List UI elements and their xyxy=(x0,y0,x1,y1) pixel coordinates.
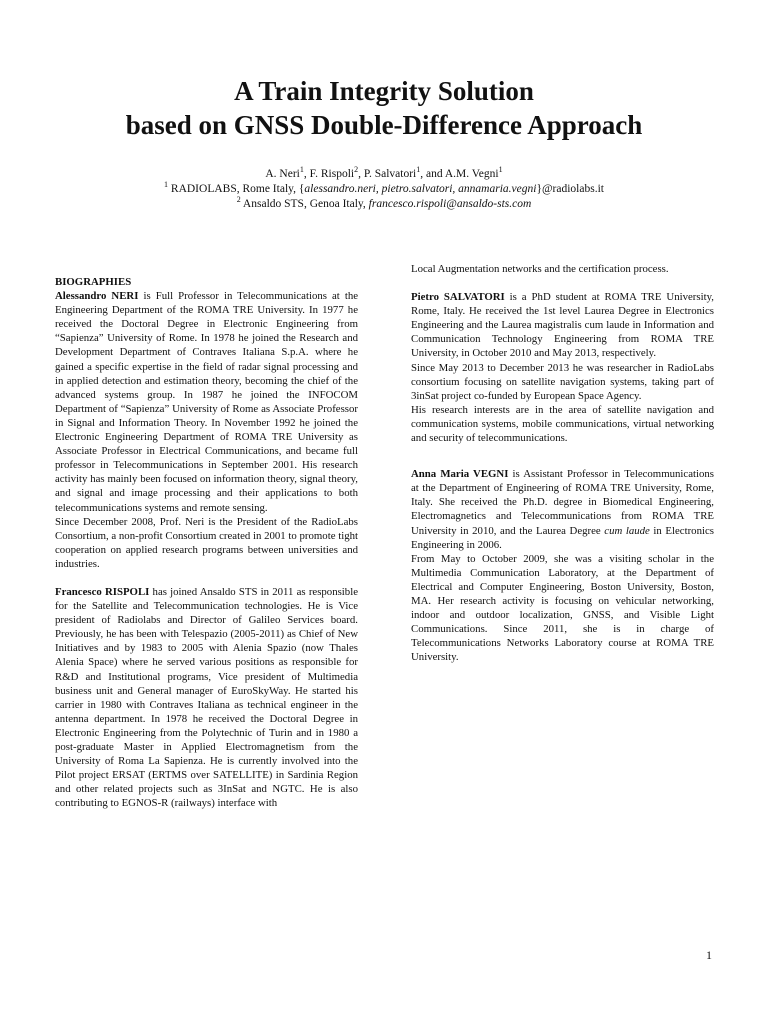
bio-salvatori-text: is a PhD student at ROMA TRE University, Rome, Italy. He received the 1st level Laurea Degree in Electronics Engineering and the Laurea magistralis cum laude in Information and Communication Technology Engineering from ROMA TRE University, in October 2010 and May 2013, respectively. xyxy=(411,291,714,360)
bio-vegni-paragraph-1 xyxy=(411,467,714,552)
affiliation-mark: 2 xyxy=(354,165,359,175)
bio-neri-name: Alessandro NERI xyxy=(55,290,139,303)
bio-rispoli-paragraph xyxy=(55,585,358,811)
bio-vegni-italic: cum laude xyxy=(604,524,650,537)
title-line-1: A Train Integrity Solution xyxy=(234,76,534,106)
affiliation-mark: 1 xyxy=(164,180,169,190)
author-salvatori: , P. Salvatori xyxy=(358,168,417,180)
affiliation-2 xyxy=(0,197,768,212)
bio-vegni-text-tail: in Electronics Engineering in 2006. xyxy=(411,524,714,551)
author-neri: A. Neri xyxy=(265,168,300,180)
author-vegni: , and A.M. Vegni xyxy=(420,168,499,180)
affiliation-1-domain: }@radiolabs.it xyxy=(536,183,604,195)
affiliation-mark: 1 xyxy=(416,165,421,175)
affiliation-mark: 2 xyxy=(236,195,241,205)
bio-vegni-name: Anna Maria VEGNI xyxy=(411,468,509,481)
affiliation-1 xyxy=(0,182,768,197)
paper-title xyxy=(0,74,768,142)
author-list xyxy=(0,167,768,182)
left-column xyxy=(55,262,358,810)
section-heading-biographies: BIOGRAPHIES xyxy=(55,276,132,288)
affiliation-1-email[interactable]: alessandro.neri, pietro.salvatori, annamaria.vegni xyxy=(304,183,537,195)
bio-vegni-text: is Assistant Professor in Telecommunications at the Department of Engineering of ROMA TRE University, Rome, Italy. She received the Ph.D. degree in Biomedical Engineering, Electromagnetics and Telecommunications from ROMA TRE University in 2010, and the Laurea Degree xyxy=(411,468,714,537)
affiliation-1-text: RADIOLABS, Rome Italy, { xyxy=(168,183,305,195)
author-rispoli: , F. Rispoli xyxy=(303,168,355,180)
bio-neri-text: is Full Professor in Telecommunications at the Engineering Department of the ROMA TRE University. In 1977 he received the Doctoral Degree in Electronic Engineering from “Sapienza” University of Rome. In 1978 he joined the Research and Development Department of Contraves Italiana S.p.A. where he gained a specific expertise in the field of radar signal processing and in applied detection and estimation theory, becoming the chief of the advanced systems group. In 1987 he joined the INFOCOM Department of “Sapienza” University of Rome as Associate Professor in Signal and Information Theory. In November 1992 he joined the Electronic Engineering Department of ROMA TRE University as Associate Professor in Electrical Communications, and became full professor in Telecommunications in September 2001. His research activity has mainly been focused on information theory, signal theory, and signal and image processing and their applications to both telecommunications systems and remote sensing. xyxy=(55,290,359,514)
affiliation-2-email[interactable]: francesco.rispoli@ansaldo-sts.com xyxy=(368,198,532,210)
title-line-2: based on GNSS Double-Difference Approach xyxy=(125,110,643,140)
bio-vegni-paragraph-2: From May to October 2009, she was a visiting scholar in the Multimedia Communication Laboratory, at the Department of Electrical and Computer Engineering, Boston University, Boston, MA. Her research activity is focusing on vehicular networking, indoor and outdoor localization, GNSS, and Visible Light Communications. Since 2011, she is in charge of Telecommunications Networks Laboratory course at ROMA TRE University. xyxy=(411,552,714,664)
right-column xyxy=(411,262,714,664)
bio-salvatori-paragraph-1 xyxy=(411,290,714,360)
page-number: 1 xyxy=(706,948,712,962)
author-block xyxy=(0,167,768,212)
affiliation-mark: 1 xyxy=(498,165,503,175)
affiliation-2-text: Ansaldo STS, Genoa Italy, xyxy=(240,198,369,210)
affiliation-mark: 1 xyxy=(299,165,304,175)
bio-neri-paragraph-2: Since December 2008, Prof. Neri is the President of the RadioLabs Consortium, a non-profit Consortium created in 2001 to promote tight cooperation on applied research programs between universities and industries. xyxy=(55,515,358,570)
bio-salvatori-paragraph-3: His research interests are in the area of satellite navigation and communication systems, mobile communications, virtual networking and security of telecommunications. xyxy=(411,403,714,445)
bio-neri-paragraph-1 xyxy=(55,289,358,515)
bio-rispoli-name: Francesco RISPOLI xyxy=(55,585,150,598)
bio-rispoli-text: has joined Ansaldo STS in 2011 as responsible for the Satellite and Telecommunication technologies. He is Vice president of Radiolabs and Director of Galileo Services board. Previously, he has been with Telespazio (2005-2011) as Chief of New Initiatives and by 1983 to 2005 with Alenia Spazio (now Thales Alenia Space) where he served various positions as responsible for R&D and Institutional programs, Vice president of Multimedia business unit and General manager of EuroSkyWay. He started his carrier in 1980 with Contraves Italiana as technical engineer in the antenna department. In 1978 he received the Doctoral Degree in Electronic Engineering from the Polytechnic of Turin and in 1980 a post-graduate Master in Applied Electromagnetism from the University of Roma La Sapienza. He is currently involved into the Pilot project ERSAT (ERTMS over SATELLITE) in Sardinia Region and other related projects such as 3InSat and NGTC. He is also contributing to EGNOS-R (railways) interface with xyxy=(55,585,358,810)
bio-salvatori-name: Pietro SALVATORI xyxy=(411,291,505,304)
bio-rispoli-continuation: Local Augmentation networks and the certification process. xyxy=(411,263,669,275)
bio-salvatori-paragraph-2: Since May 2013 to December 2013 he was researcher in RadioLabs consortium focusing on satellite navigation systems, taking part of 3inSat project co-funded by European Space Agency. xyxy=(411,361,714,402)
